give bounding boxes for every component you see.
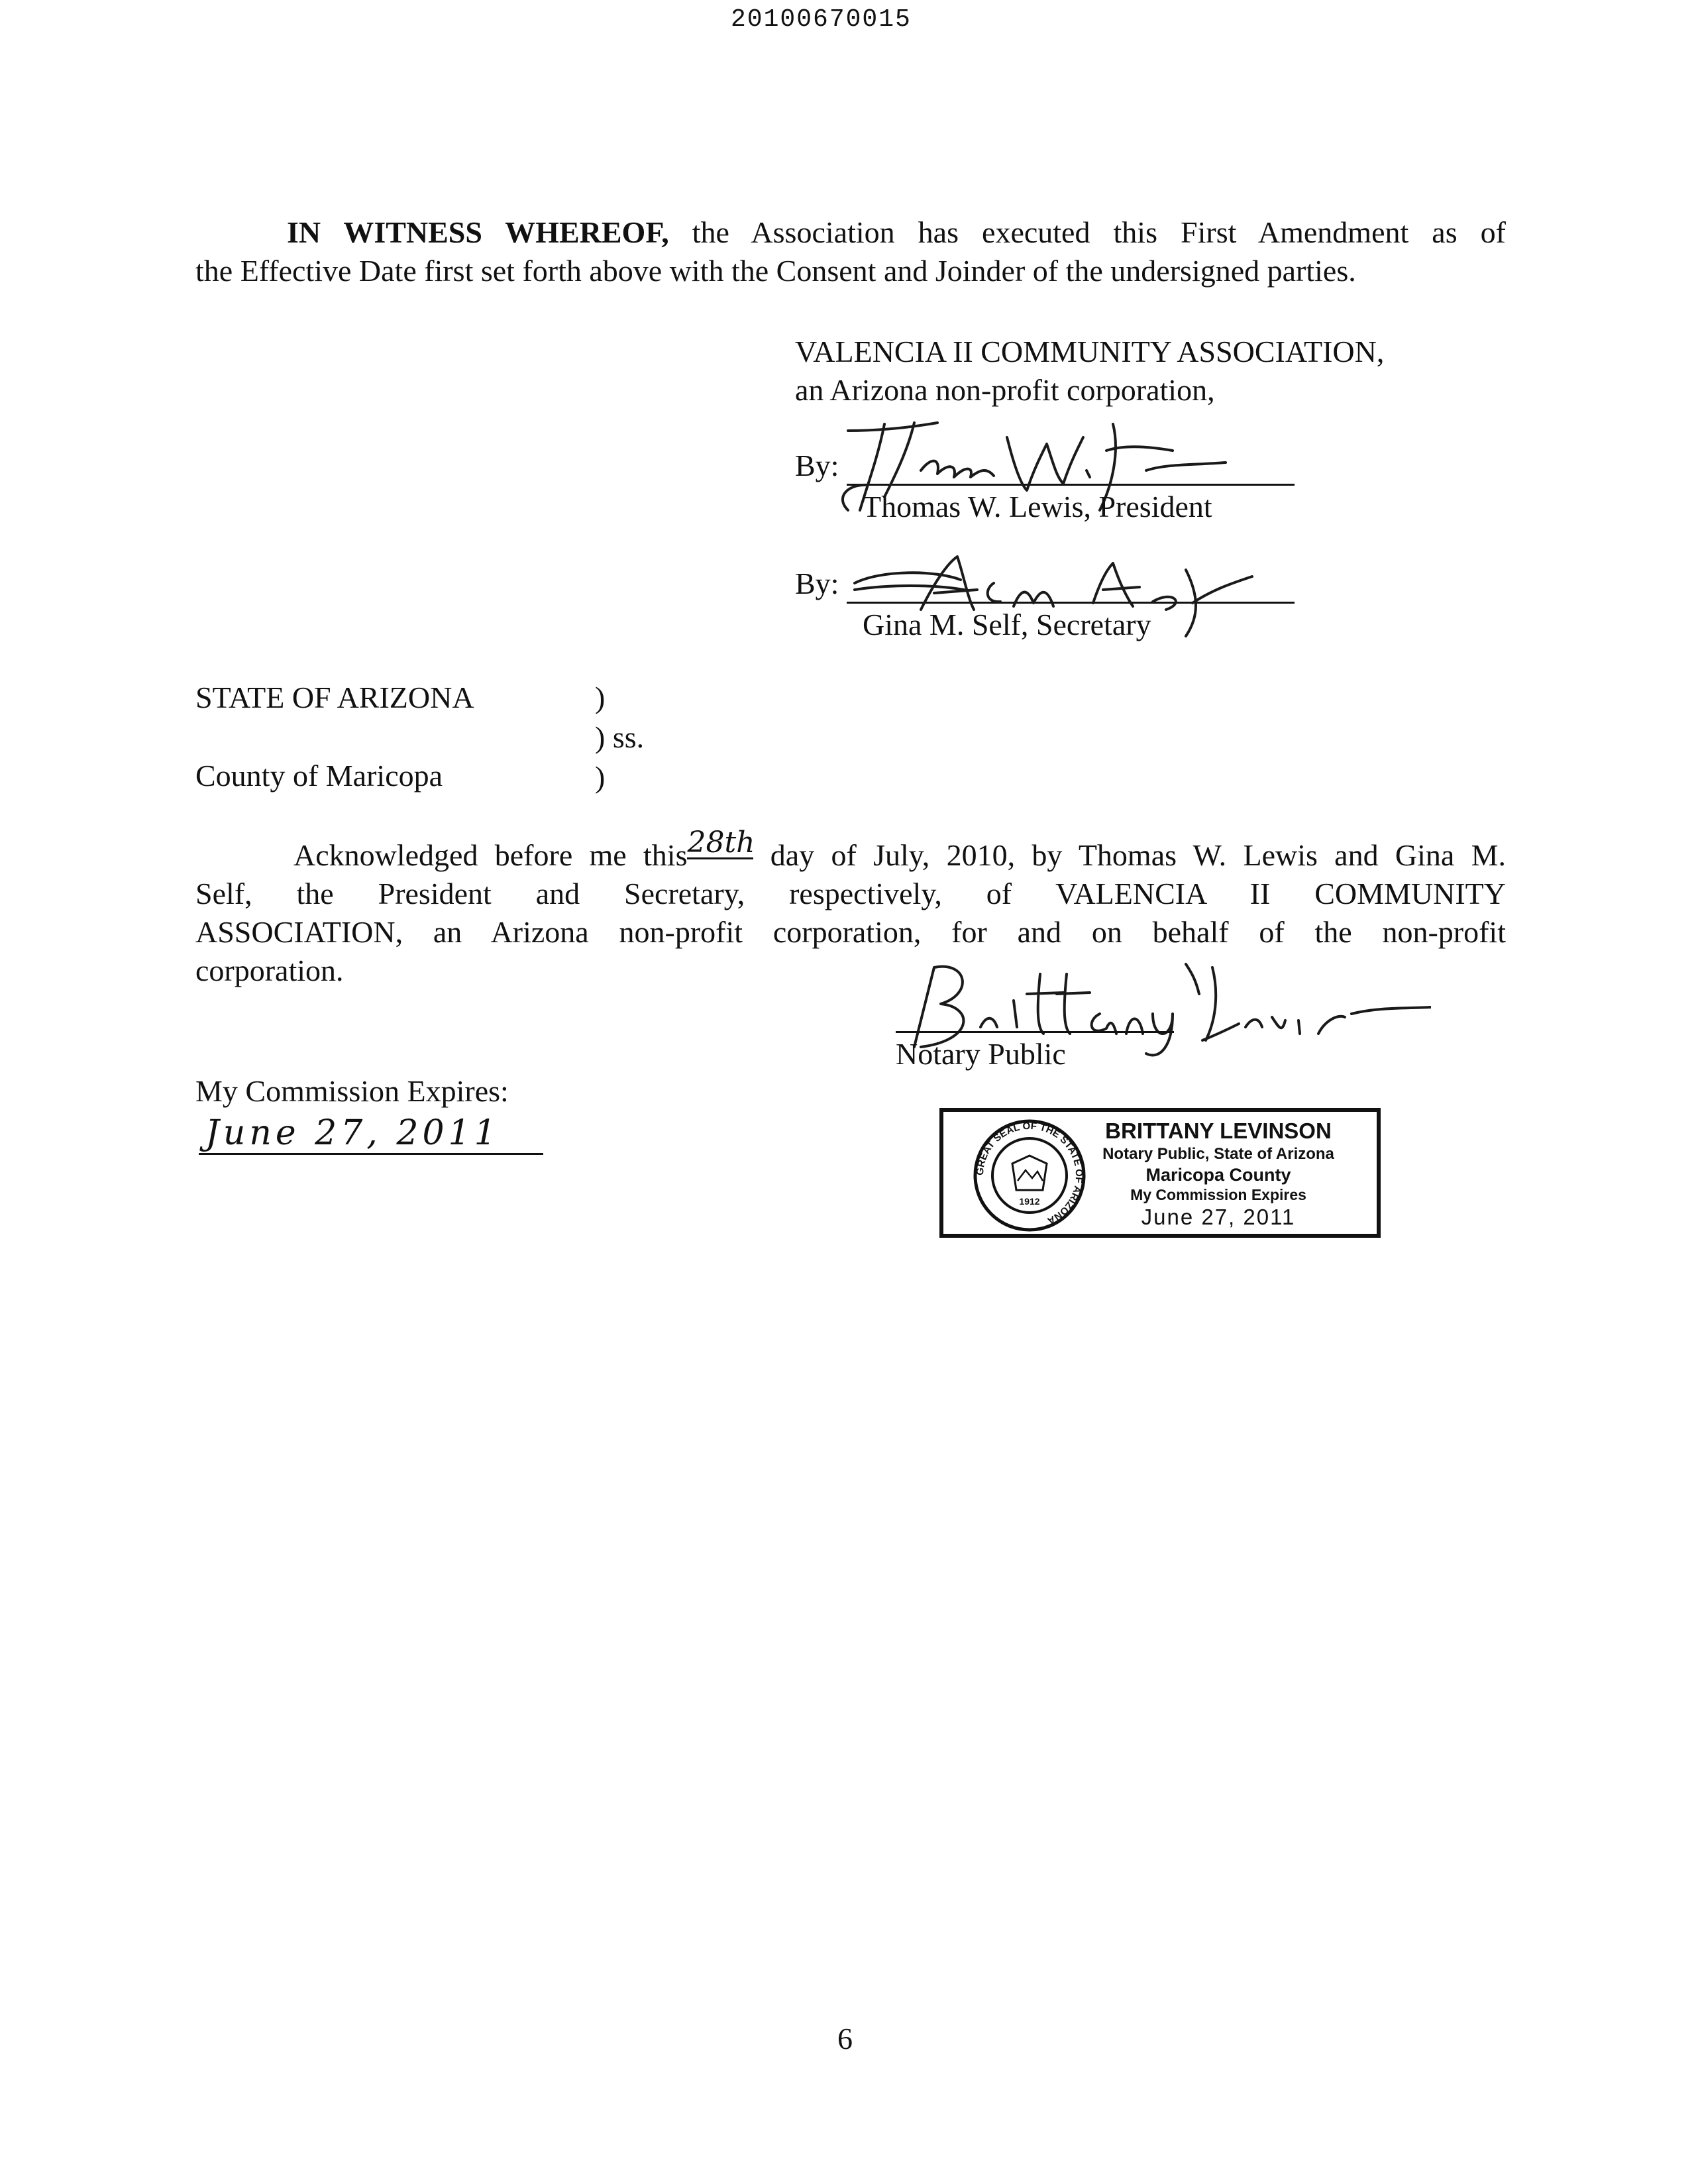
witness-line-1 bbox=[195, 217, 1506, 248]
acknowledgment-line-3: ASSOCIATION, an Arizona non-profit corporation, for and on behalf of the non-profit bbox=[195, 915, 1506, 949]
paren-top: ) bbox=[595, 681, 606, 714]
notary-signature-line bbox=[896, 1031, 1174, 1033]
witness-lead: IN WITNESS WHEREOF, bbox=[287, 215, 669, 249]
by-label-1: By: bbox=[795, 449, 839, 482]
arizona-seal-icon bbox=[971, 1117, 1088, 1234]
association-description: an Arizona non-profit corporation, bbox=[795, 373, 1215, 407]
seal-ring-text: GREAT SEAL OF THE STATE OF ARIZONA bbox=[974, 1120, 1085, 1227]
acknowledgment-start: Acknowledged before me this bbox=[293, 838, 688, 872]
stamp-line-2: Notary Public, State of Arizona bbox=[1102, 1145, 1334, 1163]
witness-line-2: the Effective Date first set forth above with the Consent and Joinder of the undersigned parties. bbox=[195, 254, 1356, 288]
county-label: County of Maricopa bbox=[195, 759, 443, 792]
notary-stamp bbox=[939, 1108, 1381, 1238]
signatory-1-name: Thomas W. Lewis, President bbox=[863, 490, 1212, 523]
signatory-2-name: Gina M. Self, Secretary bbox=[863, 608, 1151, 641]
witness-line-1-text: the Association has executed this First Amendment as of bbox=[668, 215, 1506, 249]
stamp-line-5: June 27, 2011 bbox=[1141, 1205, 1296, 1229]
acknowledgment-line-2: Self, the President and Secretary, respectively, of VALENCIA II COMMUNITY bbox=[195, 877, 1506, 910]
page-number: 6 bbox=[837, 2022, 853, 2055]
acknowledgment-end: day of July, 2010, by Thomas W. Lewis and Gina M. bbox=[753, 838, 1507, 872]
commission-date-line bbox=[199, 1153, 543, 1155]
handwritten-day: 28th bbox=[687, 826, 755, 859]
commission-date-handwritten: June 27, 2011 bbox=[205, 1113, 500, 1153]
seal-year: 1912 bbox=[1019, 1196, 1040, 1207]
notary-title: Notary Public bbox=[896, 1037, 1066, 1071]
acknowledgment-line-1 bbox=[195, 826, 1507, 873]
by-label-2: By: bbox=[795, 567, 839, 600]
stamp-line-3: Maricopa County bbox=[1145, 1165, 1291, 1185]
stamp-name: BRITTANY LEVINSON bbox=[1105, 1119, 1332, 1143]
paren-bottom: ) bbox=[595, 760, 606, 794]
association-name: VALENCIA II COMMUNITY ASSOCIATION, bbox=[795, 335, 1385, 368]
commission-label: My Commission Expires: bbox=[195, 1074, 509, 1108]
document-number: 20100670015 bbox=[731, 5, 912, 34]
stamp-line-4: My Commission Expires bbox=[1130, 1186, 1306, 1203]
ss-label: ) ss. bbox=[595, 720, 645, 754]
acknowledgment-line-4: corporation. bbox=[195, 954, 344, 987]
state-label: STATE OF ARIZONA bbox=[195, 681, 474, 714]
